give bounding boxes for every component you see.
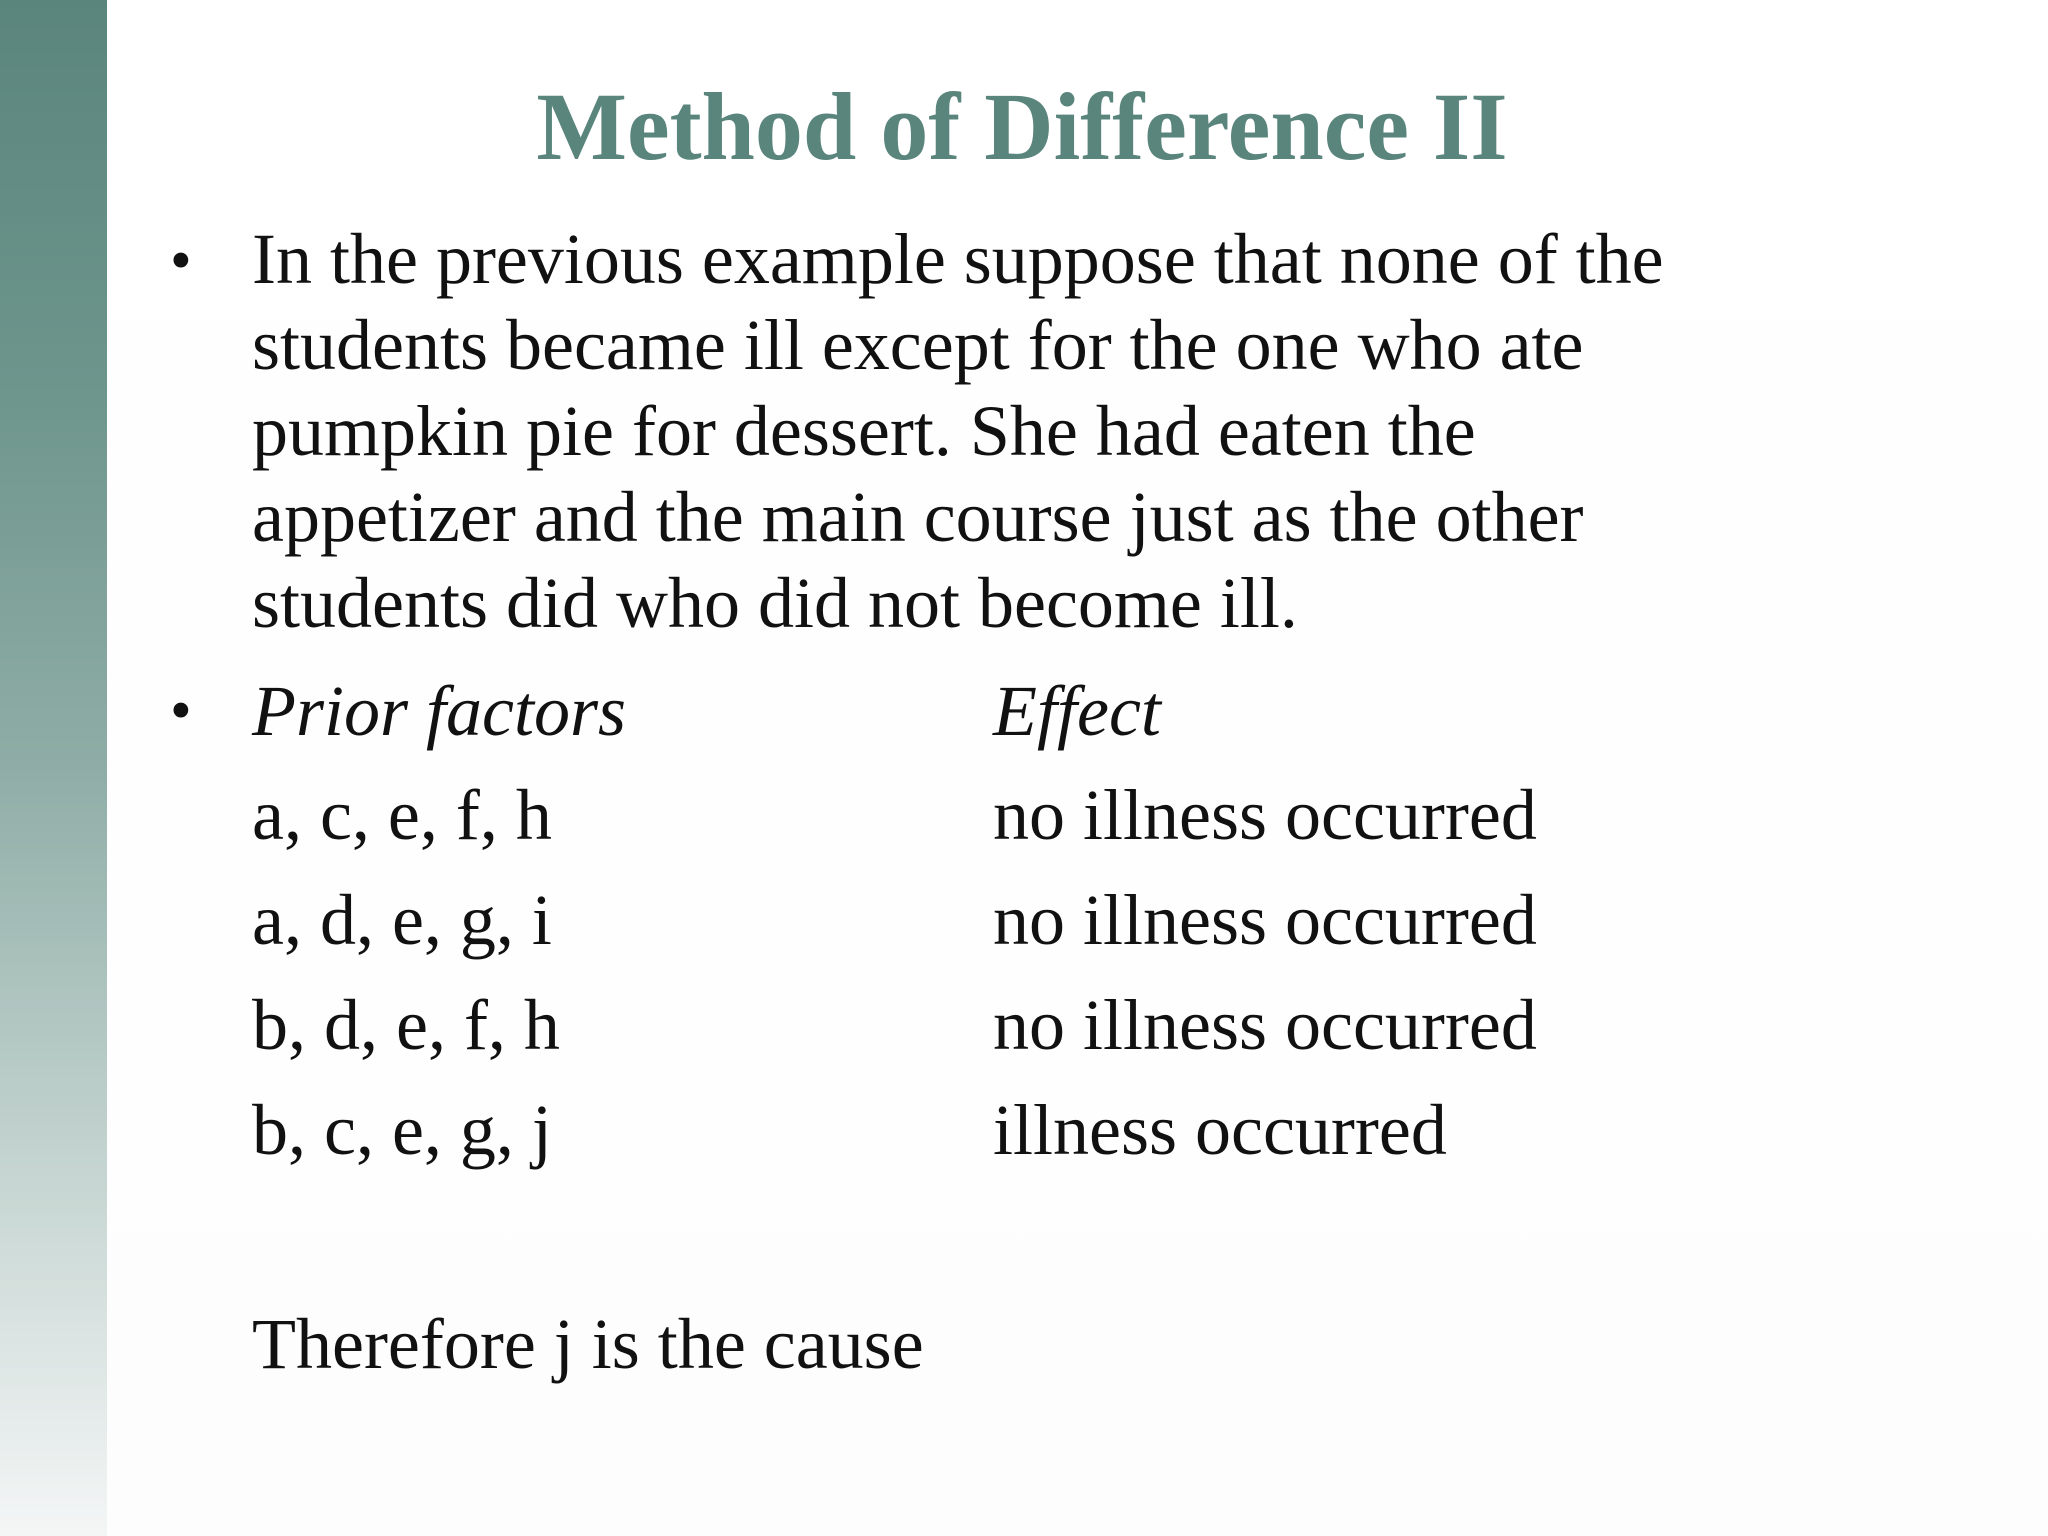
side-gradient-bar	[0, 0, 107, 1536]
table-row-effect: no illness occurred	[993, 775, 1537, 855]
paragraph-line: students became ill except for the one who ate	[252, 305, 1584, 385]
table-row-effect: no illness occurred	[993, 985, 1537, 1065]
table-row-factors: b, c, e, g, j	[252, 1090, 552, 1170]
table-header-effect: Effect	[993, 671, 1161, 751]
table-row-effect: illness occurred	[993, 1090, 1447, 1170]
paragraph-line: appetizer and the main course just as the other	[252, 477, 1584, 557]
table-row-factors: a, c, e, f, h	[252, 775, 552, 855]
table-row-factors: a, d, e, g, i	[252, 880, 552, 960]
table-row-factors: b, d, e, f, h	[252, 985, 560, 1065]
paragraph-line: In the previous example suppose that none of the	[252, 219, 1664, 299]
table-row-effect: no illness occurred	[993, 880, 1537, 960]
bullet-dot-1: •	[170, 227, 192, 295]
bullet-paragraph	[252, 216, 1892, 646]
conclusion-text: Therefore j is the cause	[252, 1304, 924, 1384]
table-header-factors: Prior factors	[252, 671, 627, 751]
bullet-dot-2: •	[170, 677, 192, 745]
slide-title: Method of Difference II	[536, 73, 1508, 180]
paragraph-line: students did who did not become ill.	[252, 563, 1298, 643]
paragraph-line: pumpkin pie for dessert. She had eaten the	[252, 391, 1476, 471]
